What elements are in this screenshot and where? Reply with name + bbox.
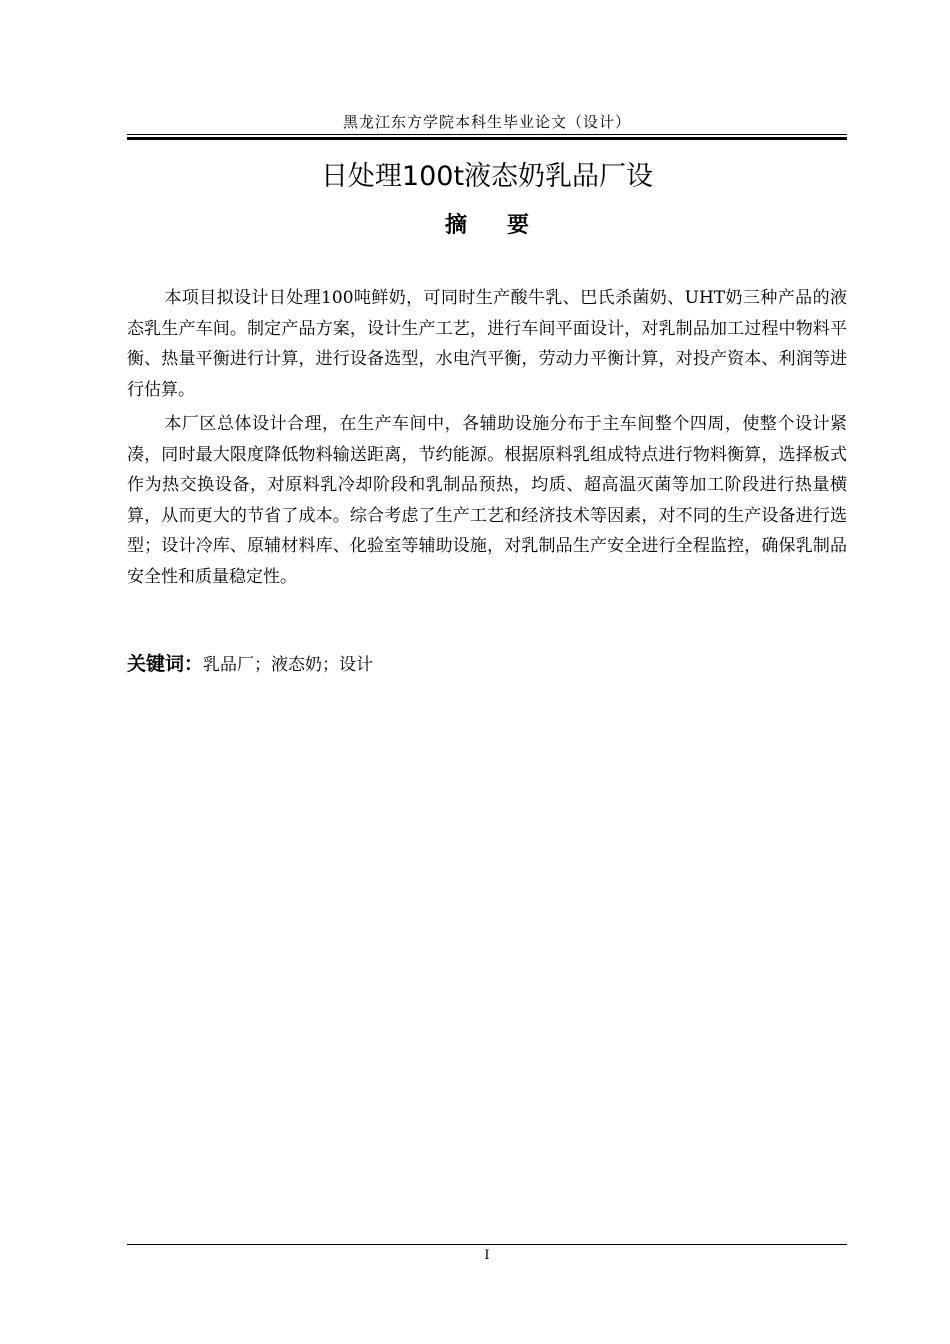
abstract-paragraph-1: 本项目拟设计日处理100吨鲜奶，可同时生产酸牛乳、巴氏杀菌奶、UHT奶三种产品的液态乳生产车间。制定产品方案，设计生产工艺，进行车间平面设计，对乳制品加工过程中物料平衡、热量平衡进行计算，进行设备选型，水电汽平衡，劳动力平衡计算，对投产资本、利润等进行估算。 bbox=[127, 288, 847, 400]
keywords-value: 乳品厂；液态奶；设计 bbox=[203, 655, 374, 675]
keywords-label: 关键词： bbox=[127, 653, 204, 675]
abstract-paragraph-2: 本厂区总体设计合理，在生产车间中，各辅助设施分布于主车间整个四周，使整个设计紧凑，同时最大限度降低物料输送距离，节约能源。根据原料乳组成特点进行物料衡算，选择板式作为热交换设备，对原料乳冷却阶段和乳制品预热，均质、超高温灭菌等加工阶段进行热量横算，从而更大的节省了成本。综合考虑了生产工艺和经济技术等因素，对不同的生产设备进行选型；设计冷库、原辅材料库、化验室等辅助设施，对乳制品生产安全进行全程监控，确保乳制品安全性和质量稳定性。 bbox=[127, 414, 847, 587]
document-title: 日处理100t液态奶乳品厂设 bbox=[320, 161, 654, 192]
header-rule-thin bbox=[127, 134, 847, 135]
page-header: 黑龙江东方学院本科生毕业论文（设计） bbox=[342, 113, 631, 131]
abstract-heading: 摘要 bbox=[444, 213, 569, 238]
keywords-line bbox=[127, 649, 847, 680]
abstract-body bbox=[127, 283, 847, 596]
header-rule-thick bbox=[127, 137, 847, 140]
page-number: I bbox=[484, 1248, 490, 1263]
footer-rule bbox=[127, 1244, 847, 1245]
